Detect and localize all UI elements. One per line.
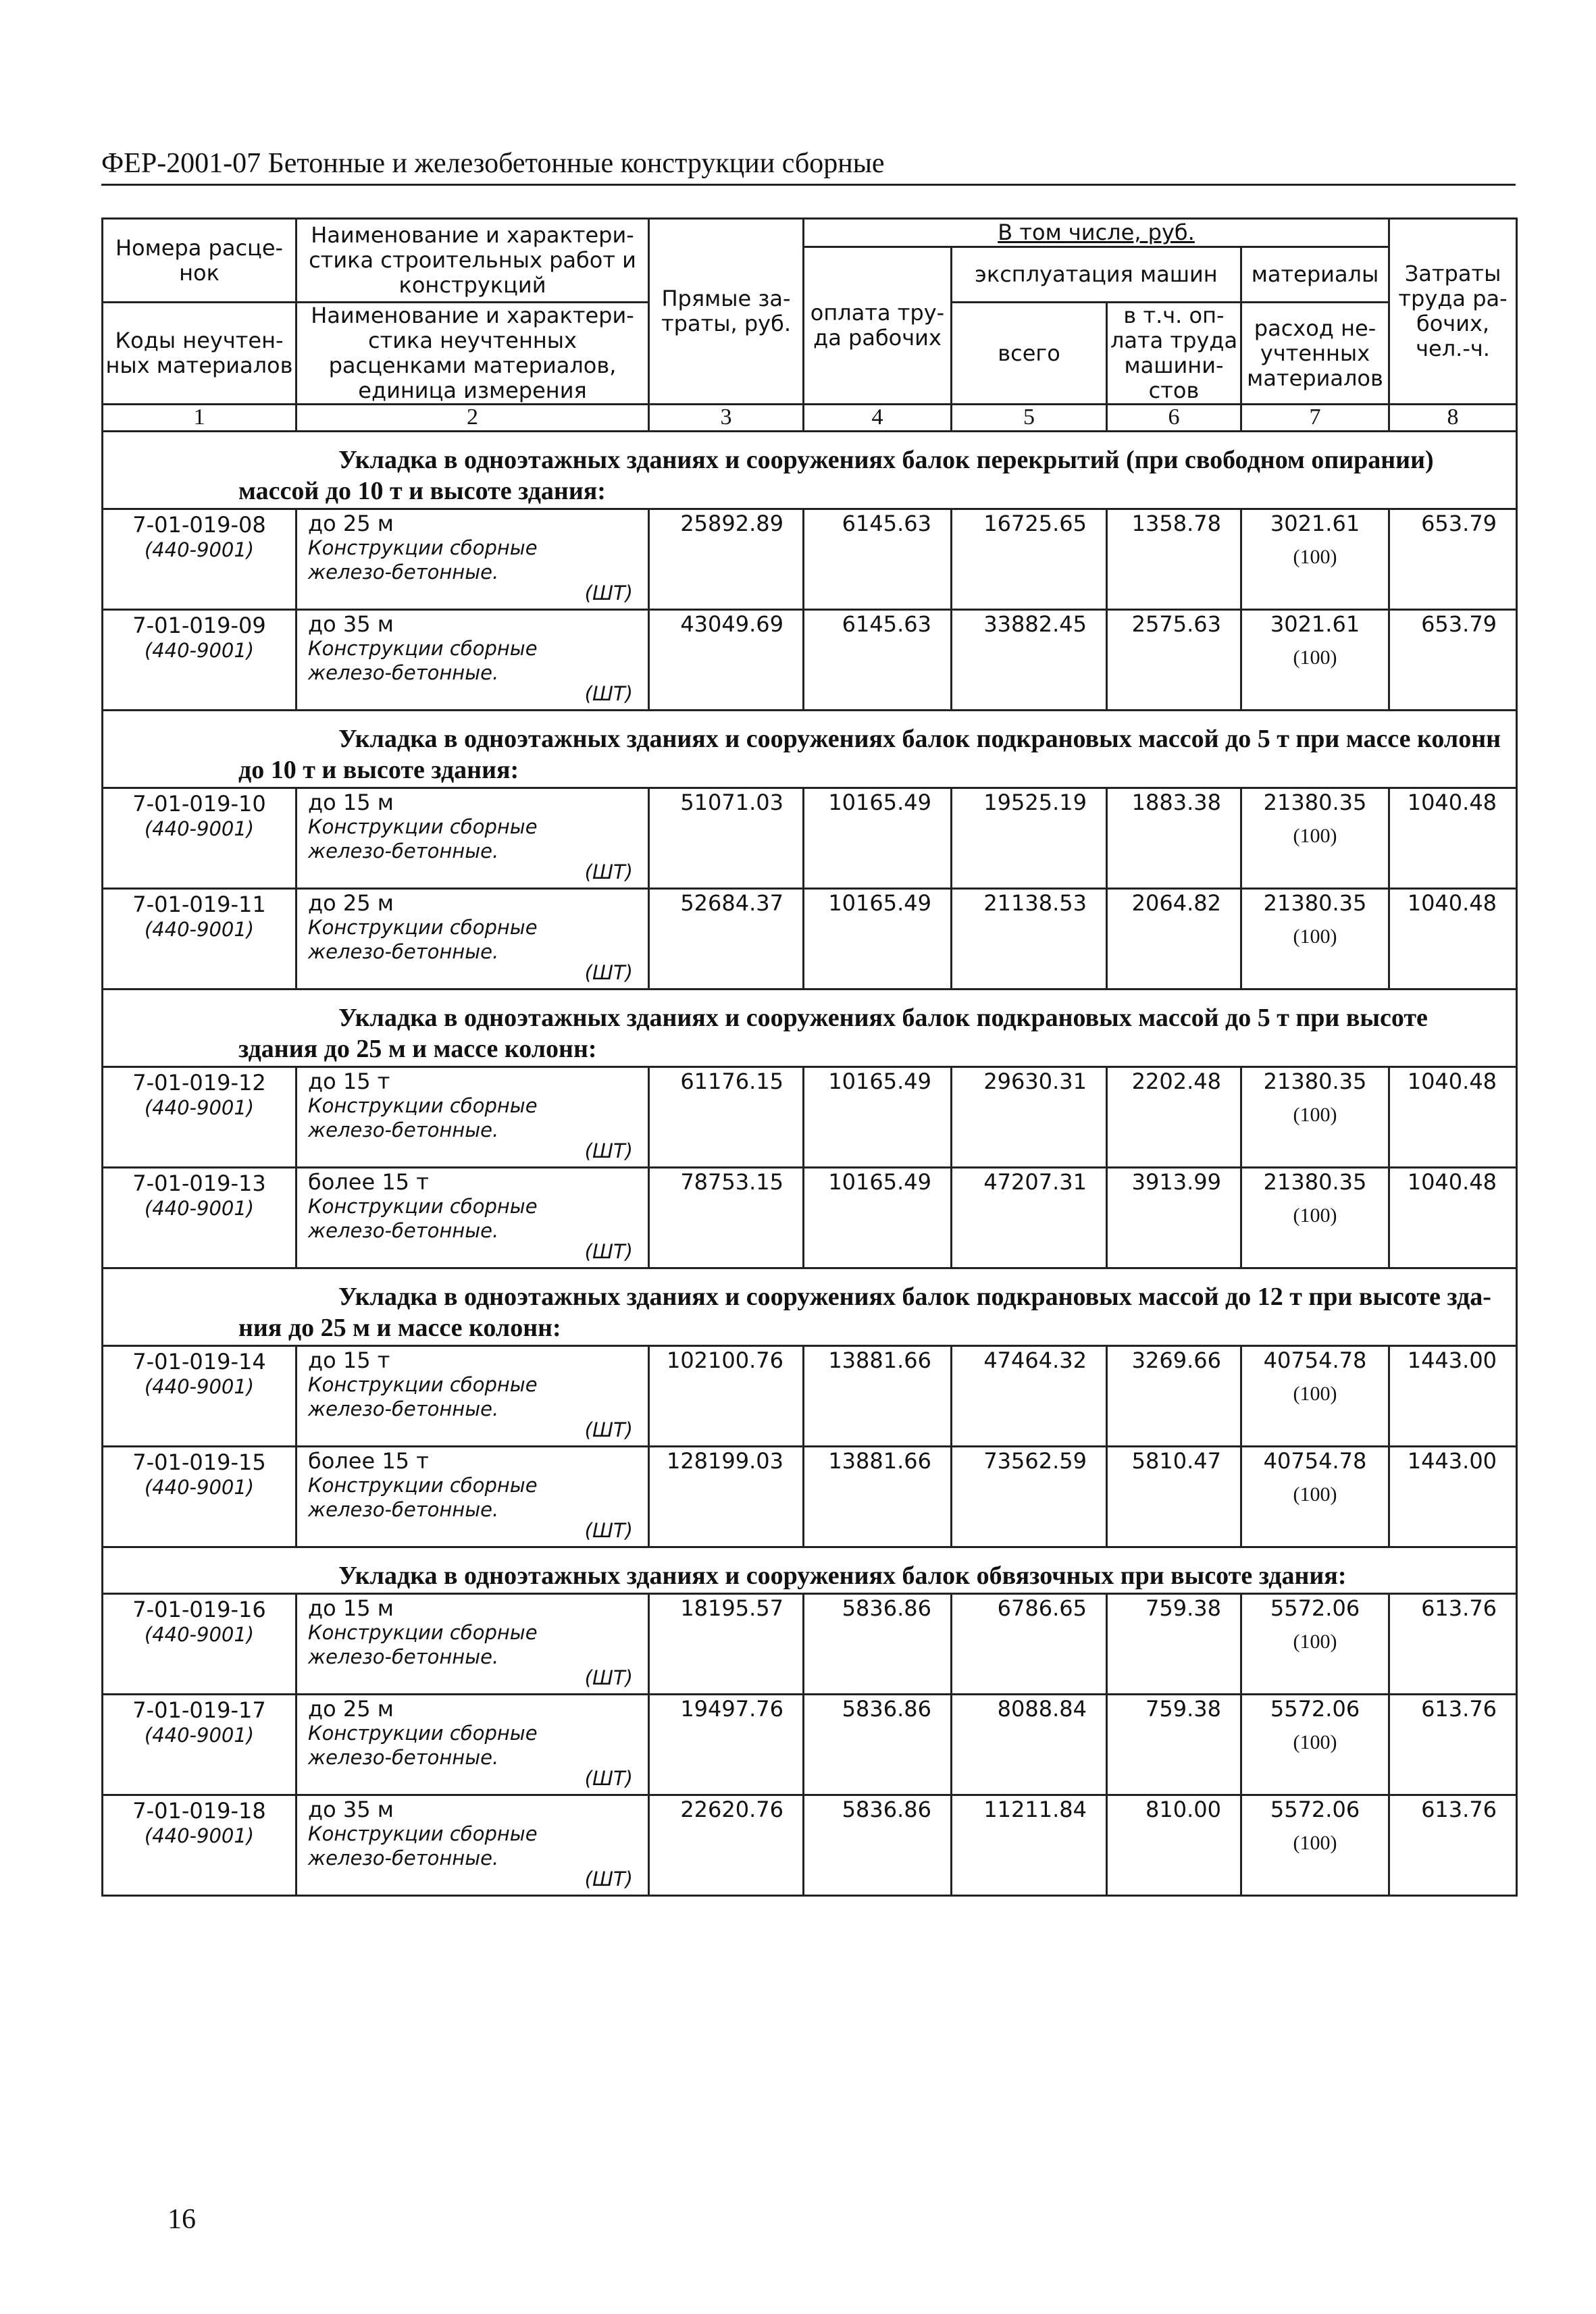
direct-costs: 128199.03 [649, 1447, 804, 1547]
materials-cell [1241, 509, 1389, 610]
labor-pay: 6145.63 [804, 610, 952, 711]
materials-cost: 40754.78 [1263, 1448, 1367, 1474]
code-cell [103, 1594, 297, 1695]
col-machines-header: эксплуатация машин [952, 247, 1241, 303]
machines-total: 47207.31 [952, 1168, 1107, 1268]
material-unit: (ШТ) [584, 1767, 633, 1790]
col-mat-name-header: Наименование и характери-стика неучтенных расценками материалов, единица измерения [297, 303, 649, 405]
material-quantity: (100) [1293, 825, 1337, 847]
name-cell [297, 509, 649, 610]
material-code: (440-9001) [144, 1375, 255, 1398]
machinists-pay: 2575.63 [1107, 610, 1241, 711]
section-row [103, 1268, 1517, 1346]
labor-hours: 1040.48 [1389, 889, 1517, 989]
direct-costs: 78753.15 [649, 1168, 804, 1268]
column-number: 2 [297, 405, 649, 432]
labor-pay: 6145.63 [804, 509, 952, 610]
labor-hours: 1040.48 [1389, 1067, 1517, 1168]
section-row [103, 989, 1517, 1067]
col-incl-header [804, 219, 1389, 247]
rate-code: 7-01-019-18 [132, 1798, 266, 1824]
material-code: (440-9001) [144, 918, 255, 941]
material-name: Конструкции сборные железо-бетонные. [308, 536, 538, 584]
code-cell [103, 889, 297, 989]
column-number: 7 [1241, 405, 1389, 432]
labor-pay: 10165.49 [804, 1067, 952, 1168]
labor-pay: 5836.86 [804, 1795, 952, 1896]
materials-cost: 21380.35 [1263, 1169, 1367, 1195]
col-direct-header: Прямые за-траты, руб. [649, 219, 804, 405]
name-cell [297, 1795, 649, 1896]
material-quantity: (100) [1293, 1832, 1337, 1854]
name-cell [297, 1168, 649, 1268]
materials-cost: 5572.06 [1270, 1595, 1360, 1621]
machines-total: 16725.65 [952, 509, 1107, 610]
material-quantity: (100) [1293, 1483, 1337, 1506]
header-rule [101, 184, 1516, 186]
material-name: Конструкции сборные железо-бетонные. [308, 1822, 538, 1870]
work-name: до 15 м [308, 790, 394, 815]
material-quantity: (100) [1293, 1630, 1337, 1653]
machinists-pay: 3913.99 [1107, 1168, 1241, 1268]
direct-costs: 22620.76 [649, 1795, 804, 1896]
machines-total: 6786.65 [952, 1594, 1107, 1695]
col-materials-header: материалы [1241, 247, 1389, 303]
name-cell [297, 1447, 649, 1547]
work-name: до 15 т [308, 1069, 390, 1094]
col-machinists-header: в т.ч. оп-лата труда машини-стов [1107, 303, 1241, 405]
materials-cell [1241, 1594, 1389, 1695]
labor-hours: 613.76 [1389, 1695, 1517, 1795]
column-number: 6 [1107, 405, 1241, 432]
labor-pay: 5836.86 [804, 1594, 952, 1695]
table-row [103, 1067, 1517, 1168]
materials-cost: 5572.06 [1270, 1696, 1360, 1722]
work-name: до 25 м [308, 511, 394, 536]
machines-total: 33882.45 [952, 610, 1107, 711]
section-row [103, 432, 1517, 509]
machines-total: 29630.31 [952, 1067, 1107, 1168]
work-name: более 15 т [308, 1169, 429, 1195]
section-title: Укладка в одноэтажных зданиях и сооружениях балок перекрытий (при свободном опирании) массой до 10 т и высоте здания: [103, 432, 1517, 509]
section-title: Укладка в одноэтажных зданиях и сооружениях балок подкрановых массой до 5 т при массе колонн до 10 т и высоте здания: [103, 711, 1517, 788]
work-name: до 15 т [308, 1347, 390, 1373]
material-code: (440-9001) [144, 639, 255, 662]
materials-cost: 40754.78 [1263, 1347, 1367, 1373]
section-row [103, 1547, 1517, 1594]
rate-code: 7-01-019-09 [132, 613, 266, 638]
direct-costs: 102100.76 [649, 1346, 804, 1447]
work-name: до 15 м [308, 1595, 394, 1621]
materials-cell [1241, 1067, 1389, 1168]
labor-hours: 1040.48 [1389, 1168, 1517, 1268]
materials-cell [1241, 1795, 1389, 1896]
rate-code: 7-01-019-14 [132, 1349, 266, 1374]
code-cell [103, 788, 297, 889]
direct-costs: 43049.69 [649, 610, 804, 711]
material-unit: (ШТ) [584, 860, 633, 883]
code-cell [103, 610, 297, 711]
material-name: Конструкции сборные железо-бетонные. [308, 637, 538, 684]
rate-code: 7-01-019-13 [132, 1171, 266, 1196]
material-name: Конструкции сборные железо-бетонные. [308, 1094, 538, 1141]
table-row [103, 1795, 1517, 1896]
col-total-header: всего [952, 303, 1107, 405]
material-quantity: (100) [1293, 1104, 1337, 1126]
column-number: 1 [103, 405, 297, 432]
machinists-pay: 5810.47 [1107, 1447, 1241, 1547]
col-codes-header: Номера расце-нок [103, 219, 297, 303]
code-cell [103, 1168, 297, 1268]
labor-pay: 10165.49 [804, 1168, 952, 1268]
rate-code: 7-01-019-15 [132, 1449, 266, 1475]
column-number: 5 [952, 405, 1107, 432]
material-unit: (ШТ) [584, 1418, 633, 1441]
labor-hours: 1040.48 [1389, 788, 1517, 889]
material-name: Конструкции сборные железо-бетонные. [308, 916, 538, 963]
column-number: 4 [804, 405, 952, 432]
materials-cell [1241, 1346, 1389, 1447]
incl-label: В том числе, руб. [998, 220, 1195, 245]
machines-total: 21138.53 [952, 889, 1107, 989]
material-quantity: (100) [1293, 925, 1337, 948]
labor-hours: 653.79 [1389, 610, 1517, 711]
name-cell [297, 610, 649, 711]
material-unit: (ШТ) [584, 1868, 633, 1891]
material-code: (440-9001) [144, 1096, 255, 1119]
material-unit: (ШТ) [584, 1666, 633, 1689]
material-code: (440-9001) [144, 1197, 255, 1220]
direct-costs: 51071.03 [649, 788, 804, 889]
material-code: (440-9001) [144, 817, 255, 840]
machinists-pay: 2064.82 [1107, 889, 1241, 989]
labor-hours: 1443.00 [1389, 1447, 1517, 1547]
work-name: более 15 т [308, 1448, 429, 1474]
name-cell [297, 788, 649, 889]
material-code: (440-9001) [144, 1824, 255, 1847]
materials-cost: 21380.35 [1263, 1069, 1367, 1094]
material-unit: (ШТ) [584, 582, 633, 605]
table-row [103, 1346, 1517, 1447]
materials-cost: 5572.06 [1270, 1797, 1360, 1822]
material-code: (440-9001) [144, 1623, 255, 1646]
material-unit: (ШТ) [584, 1139, 633, 1162]
name-cell [297, 1594, 649, 1695]
machinists-pay: 759.38 [1107, 1695, 1241, 1795]
material-quantity: (100) [1293, 1383, 1337, 1405]
machinists-pay: 810.00 [1107, 1795, 1241, 1896]
col-mat-codes-header: Коды неучтен-ных материалов [103, 303, 297, 405]
materials-cell [1241, 1168, 1389, 1268]
rate-code: 7-01-019-16 [132, 1597, 266, 1622]
table-row [103, 889, 1517, 989]
column-number: 8 [1389, 405, 1517, 432]
table-row [103, 1168, 1517, 1268]
labor-hours: 653.79 [1389, 509, 1517, 610]
labor-pay: 10165.49 [804, 889, 952, 989]
machines-total: 19525.19 [952, 788, 1107, 889]
materials-cell [1241, 889, 1389, 989]
code-cell [103, 1695, 297, 1795]
material-quantity: (100) [1293, 546, 1337, 568]
header-row-1 [103, 219, 1517, 247]
material-name: Конструкции сборные железо-бетонные. [308, 1474, 538, 1521]
machinists-pay: 1883.38 [1107, 788, 1241, 889]
machines-total: 11211.84 [952, 1795, 1107, 1896]
direct-costs: 25892.89 [649, 509, 804, 610]
rate-code: 7-01-019-17 [132, 1697, 266, 1723]
materials-cell [1241, 1447, 1389, 1547]
material-name: Конструкции сборные железо-бетонные. [308, 1373, 538, 1420]
labor-hours: 613.76 [1389, 1795, 1517, 1896]
machinists-pay: 1358.78 [1107, 509, 1241, 610]
labor-pay: 13881.66 [804, 1447, 952, 1547]
rate-code: 7-01-019-11 [132, 892, 266, 917]
column-number: 3 [649, 405, 804, 432]
work-name: до 25 м [308, 1696, 394, 1722]
materials-cost: 3021.61 [1270, 611, 1360, 637]
code-cell [103, 1346, 297, 1447]
direct-costs: 19497.76 [649, 1695, 804, 1795]
direct-costs: 52684.37 [649, 889, 804, 989]
code-cell [103, 1067, 297, 1168]
table-row [103, 509, 1517, 610]
page-number: 16 [168, 2204, 196, 2235]
rate-code: 7-01-019-12 [132, 1070, 266, 1096]
work-name: до 35 м [308, 611, 394, 637]
col-name-header: Наименование и характери-стика строительных работ и конструкций [297, 219, 649, 303]
machines-total: 73562.59 [952, 1447, 1107, 1547]
machines-total: 8088.84 [952, 1695, 1107, 1795]
section-row [103, 711, 1517, 788]
materials-cell [1241, 788, 1389, 889]
materials-cost: 21380.35 [1263, 790, 1367, 815]
column-number-row [103, 405, 1517, 432]
name-cell [297, 1695, 649, 1795]
table-row [103, 610, 1517, 711]
material-unit: (ШТ) [584, 961, 633, 984]
material-quantity: (100) [1293, 646, 1337, 669]
table-row [103, 1447, 1517, 1547]
labor-hours: 1443.00 [1389, 1346, 1517, 1447]
col-mat-consumption-header: расход не-учтенных материалов [1241, 303, 1389, 405]
code-cell [103, 1447, 297, 1547]
work-name: до 35 м [308, 1797, 394, 1822]
section-title: Укладка в одноэтажных зданиях и сооружениях балок подкрановых массой до 5 т при высоте здания до 25 м и массе колонн: [103, 989, 1517, 1067]
col-labor-cost-header: Затраты труда ра-бочих, чел.-ч. [1389, 219, 1517, 405]
machinists-pay: 2202.48 [1107, 1067, 1241, 1168]
material-code: (440-9001) [144, 1724, 255, 1747]
materials-cost: 21380.35 [1263, 890, 1367, 916]
direct-costs: 18195.57 [649, 1594, 804, 1695]
section-title: Укладка в одноэтажных зданиях и сооружениях балок обвязочных при высоте здания: [103, 1547, 1517, 1594]
material-name: Конструкции сборные железо-бетонные. [308, 815, 538, 863]
rates-table [101, 217, 1518, 1897]
labor-pay: 13881.66 [804, 1346, 952, 1447]
rate-code: 7-01-019-08 [132, 512, 266, 538]
table-row [103, 1594, 1517, 1695]
name-cell [297, 889, 649, 989]
work-name: до 25 м [308, 890, 394, 916]
material-name: Конструкции сборные железо-бетонные. [308, 1722, 538, 1769]
material-code: (440-9001) [144, 538, 255, 561]
material-code: (440-9001) [144, 1476, 255, 1499]
material-name: Конструкции сборные железо-бетонные. [308, 1195, 538, 1242]
material-unit: (ШТ) [584, 1240, 633, 1263]
material-unit: (ШТ) [584, 1519, 633, 1542]
code-cell [103, 1795, 297, 1896]
col-labor-header: оплата тру-да рабочих [804, 247, 952, 405]
rate-code: 7-01-019-10 [132, 791, 266, 817]
machinists-pay: 759.38 [1107, 1594, 1241, 1695]
material-quantity: (100) [1293, 1731, 1337, 1753]
section-title: Укладка в одноэтажных зданиях и сооружениях балок подкрановых массой до 12 т при высоте зда-ния до 25 м и массе колонн: [103, 1268, 1517, 1346]
labor-pay: 10165.49 [804, 788, 952, 889]
material-unit: (ШТ) [584, 682, 633, 705]
materials-cell [1241, 1695, 1389, 1795]
materials-cell [1241, 610, 1389, 711]
machines-total: 47464.32 [952, 1346, 1107, 1447]
page-header: ФЕР-2001-07 Бетонные и железобетонные конструкции сборные [101, 148, 885, 179]
material-quantity: (100) [1293, 1204, 1337, 1227]
direct-costs: 61176.15 [649, 1067, 804, 1168]
code-cell [103, 509, 297, 610]
machinists-pay: 3269.66 [1107, 1346, 1241, 1447]
labor-hours: 613.76 [1389, 1594, 1517, 1695]
name-cell [297, 1067, 649, 1168]
labor-pay: 5836.86 [804, 1695, 952, 1795]
table-row [103, 788, 1517, 889]
materials-cost: 3021.61 [1270, 511, 1360, 536]
table-row [103, 1695, 1517, 1795]
name-cell [297, 1346, 649, 1447]
material-name: Конструкции сборные железо-бетонные. [308, 1621, 538, 1668]
